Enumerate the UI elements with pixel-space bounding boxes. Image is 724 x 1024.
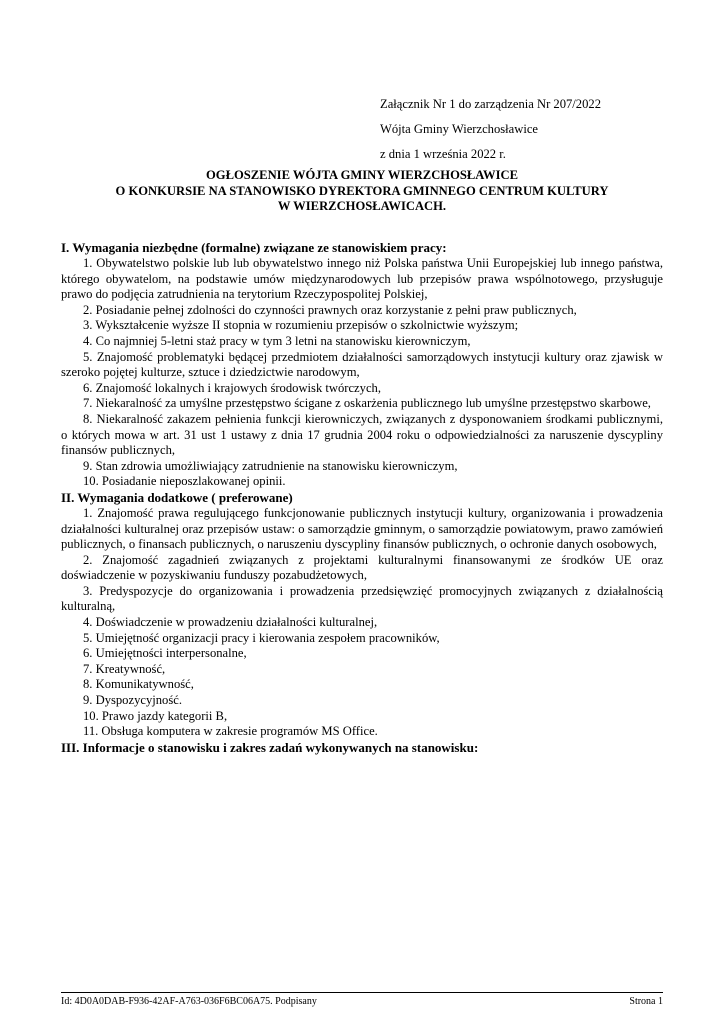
section-1-item-2: 2. Posiadanie pełnej zdolności do czynności prawnych oraz korzystanie z pełni praw publicznych, bbox=[83, 302, 577, 317]
section-2-item-7: 7. Kreatywność, bbox=[83, 661, 166, 676]
annex-line-1: Załącznik Nr 1 do zarządzenia Nr 207/2022 bbox=[380, 97, 601, 111]
section-1-item-7: 7. Niekaralność za umyślne przestępstwo ścigane z oskarżenia publicznego lub umyślne przestępstwo skarbowe, bbox=[83, 396, 651, 411]
section-1-item-10: 10. Posiadanie nieposzlakowanej opinii. bbox=[83, 474, 286, 489]
page-footer bbox=[61, 996, 663, 1007]
page-number: Strona 1 bbox=[629, 996, 663, 1007]
annex-line-2: Wójta Gminy Wierzchosławice bbox=[380, 122, 539, 136]
title-line-2: O KONKURSIE NA STANOWISKO DYREKTORA GMINNEGO CENTRUM KULTURY bbox=[115, 183, 609, 198]
section-2-item-9: 9. Dyspozycyjność. bbox=[83, 693, 182, 708]
section-1-item-3: 3. Wykształcenie wyższe II stopnia w rozumieniu przepisów o szkolnictwie wyższym; bbox=[83, 318, 519, 333]
section-1-item-5: 5. Znajomość problematyki będącej przedmiotem działalności samorządowych instytucji kultury oraz zjawisk w szeroko pojętej kulturze, sztuce i dziedzictwie narodowym, bbox=[61, 349, 663, 380]
document-id: Id: 4D0A0DAB-F936-42AF-A763-036F6BC06A75. Podpisany bbox=[61, 996, 317, 1007]
section-1-item-4: 4. Co najmniej 5-letni staż pracy w tym 3 letni na stanowisku kierowniczym, bbox=[83, 333, 471, 348]
section-1-item-6: 6. Znajomość lokalnych i krajowych środowisk twórczych, bbox=[83, 380, 381, 395]
section-2-item-2: 2. Znajomość zagadnień związanych z projektami kulturalnymi finansowanymi ze środków UE oraz doświadczenie w pozyskiwaniu funduszy pozabudżetowych, bbox=[61, 552, 663, 583]
section-2-item-5: 5. Umiejętność organizacji pracy i kierowania zespołem pracowników, bbox=[83, 630, 440, 645]
annex-block bbox=[380, 92, 601, 167]
section-2-item-3: 3. Predyspozycje do organizowania i prowadzenia przedsięwzięć promocyjnych związanych z działalnością kulturalną, bbox=[61, 583, 663, 614]
section-1-item-9: 9. Stan zdrowia umożliwiający zatrudnienie na stanowisku kierowniczym, bbox=[83, 458, 458, 473]
title-line-1: OGŁOSZENIE WÓJTA GMINY WIERZCHOSŁAWICE bbox=[205, 168, 518, 182]
section-2-item-11: 11. Obsługa komputera w zakresie programów MS Office. bbox=[83, 724, 378, 739]
section-1-item-8: 8. Niekaralność zakazem pełnienia funkcji kierowniczych, związanych z dysponowaniem środkami publicznymi, o których mowa w art. 31 ust 1 ustawy z dnia 17 grudnia 2004 roku o odpowiedzialności za naruszenie dyscypliny finansów publicznych, bbox=[61, 411, 663, 458]
section-2-item-4: 4. Doświadczenie w prowadzeniu działalności kulturalnej, bbox=[83, 615, 378, 630]
section-2-item-6: 6. Umiejętności interpersonalne, bbox=[83, 646, 247, 661]
section-2-heading: II. Wymagania dodatkowe ( preferowane) bbox=[61, 489, 293, 505]
section-3-heading: III. Informacje o stanowisku i zakres zadań wykonywanych na stanowisku: bbox=[61, 739, 479, 755]
title-line-3: W WIERZCHOSŁAWICACH. bbox=[277, 199, 447, 213]
document-body bbox=[61, 240, 663, 756]
section-2-item-1: 1. Znajomość prawa regulującego funkcjonowanie publicznych instytucji kultury, organizowania i prowadzenia działalności kulturalnej oraz przepisów ustaw: o samorządzie gminnym, o samorządzie powiatowym, prawo zamówień publicznych, o finansach publicznych, o naruszeniu dyscypliny finansów publicznych, o ochronie danych osobowych, bbox=[61, 505, 663, 552]
section-2-item-8: 8. Komunikatywność, bbox=[83, 677, 194, 692]
document-title bbox=[0, 168, 724, 215]
section-1-heading: I. Wymagania niezbędne (formalne) związane ze stanowiskiem pracy: bbox=[61, 240, 447, 255]
footer-divider bbox=[61, 992, 663, 993]
annex-line-3: z dnia 1 września 2022 r. bbox=[380, 147, 506, 161]
section-2-item-10: 10. Prawo jazdy kategorii B, bbox=[83, 708, 228, 723]
section-1-item-1: 1. Obywatelstwo polskie lub lub obywatelstwo innego niż Polska państwa Unii Europejskiej lub innego państwa, którego obywatelom, na podstawie umów międzynarodowych lub przepisów prawa wspólnotowego, przysługuje prawo do podjęcia zatrudnienia na terytorium Rzeczypospolitej Polskiej, bbox=[61, 256, 663, 302]
